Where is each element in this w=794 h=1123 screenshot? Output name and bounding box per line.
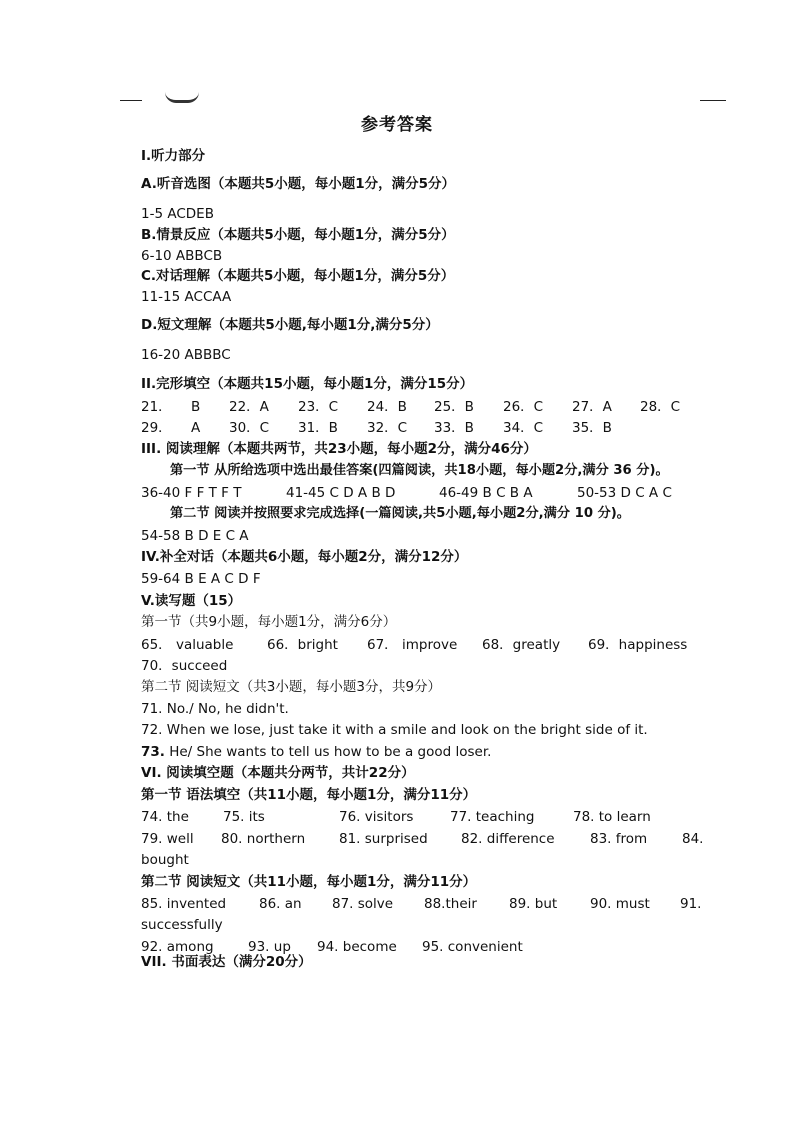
header-rule-left bbox=[120, 100, 142, 101]
answer-73-number: 73. bbox=[141, 744, 165, 760]
listening-a-answers: 1-5 ACDEB bbox=[141, 206, 214, 222]
answer-72: 72. When we lose, just take it with a smile and look on the bright side of it. bbox=[141, 722, 648, 738]
answer-item: 90. must bbox=[590, 896, 650, 912]
answer-item: 32．C bbox=[367, 420, 408, 436]
cloze-heading: II.完形填空（本题共15小题，每小题1分，满分15分） bbox=[141, 376, 474, 392]
fill-row-1 bbox=[141, 808, 711, 826]
answer-item: 33．B bbox=[434, 420, 474, 436]
answer-item: 94. become bbox=[317, 939, 397, 955]
read-write-row-2: 70．succeed bbox=[141, 658, 228, 674]
reading-section1-answers bbox=[141, 484, 711, 502]
answer-group: 50-53 D C A C bbox=[577, 485, 672, 501]
fill-row-2-continuation: bought bbox=[141, 852, 189, 868]
answer-group: 41-45 C D A B D bbox=[286, 485, 396, 501]
answer-item: 69．happiness bbox=[588, 637, 688, 653]
answer-item: 85. invented bbox=[141, 896, 227, 912]
answer-item: 65． valuable bbox=[141, 637, 234, 653]
listening-a-heading: A.听音选图（本题共5小题，每小题1分，满分5分） bbox=[141, 176, 456, 192]
answer-item: 21． bbox=[141, 399, 172, 415]
read-write-heading: V.读写题（15） bbox=[141, 593, 242, 609]
answer-73-text: He/ She wants to tell us how to be a good loser. bbox=[164, 744, 492, 760]
answer-item: 35．B bbox=[572, 420, 612, 436]
answer-item: B bbox=[191, 399, 201, 415]
answer-item: 74. the bbox=[141, 809, 189, 825]
reading-section2-answers: 54-58 B D E C A bbox=[141, 528, 249, 544]
fill-heading: VI. 阅读填空题（本题共分两节，共计22分） bbox=[141, 765, 415, 781]
answer-item: 23．C bbox=[298, 399, 339, 415]
answer-item: 91. bbox=[680, 896, 702, 912]
dialogue-answers: 59-64 B E A C D F bbox=[141, 571, 261, 587]
scan-artifact bbox=[165, 92, 199, 103]
answer-item: 86. an bbox=[259, 896, 302, 912]
answer-item: 24．B bbox=[367, 399, 407, 415]
answer-item: 77. teaching bbox=[450, 809, 535, 825]
reading-section1-heading: 第一节 从所给选项中选出最佳答案(四篇阅读，共18小题，每小题2分,满分 36 分)。 bbox=[170, 463, 669, 478]
read-write-row-1 bbox=[141, 636, 711, 654]
answer-item: 92. among bbox=[141, 939, 214, 955]
answer-group: 36-40 F F T F T bbox=[141, 485, 242, 501]
answer-item: 29． bbox=[141, 420, 172, 436]
answer-item: 31．B bbox=[298, 420, 338, 436]
fill-section2-heading: 第二节 阅读短文（共11小题，每小题1分，满分11分） bbox=[141, 874, 477, 890]
answer-item: 79. well bbox=[141, 831, 194, 847]
answer-71: 71. No./ No, he didn't. bbox=[141, 701, 289, 717]
dialogue-heading: IV.补全对话（本题共6小题，每小题2分，满分12分） bbox=[141, 549, 468, 565]
answer-item: 76. visitors bbox=[339, 809, 414, 825]
answer-item: A bbox=[191, 420, 201, 436]
answer-item: 83. from bbox=[590, 831, 648, 847]
answer-item: 28．C bbox=[640, 399, 681, 415]
cloze-row-1 bbox=[141, 398, 711, 416]
answer-item: 93. up bbox=[248, 939, 291, 955]
answer-item: 27．A bbox=[572, 399, 612, 415]
answer-item: 82. difference bbox=[461, 831, 555, 847]
listening-heading: I.听力部分 bbox=[141, 148, 206, 164]
fill-section1-heading: 第一节 语法填空（共11小题，每小题1分，满分11分） bbox=[141, 787, 477, 803]
answer-item: 81. surprised bbox=[339, 831, 428, 847]
answer-item: 95. convenient bbox=[422, 939, 523, 955]
listening-d-heading: D.短文理解（本题共5小题,每小题1分,满分5分） bbox=[141, 317, 439, 333]
answer-item: 88.their bbox=[424, 896, 477, 912]
listening-c-answers: 11-15 ACCAA bbox=[141, 289, 232, 305]
reading-section2-heading: 第二节 阅读并按照要求完成选择(一篇阅读,共5小题,每小题2分,满分 10 分)。 bbox=[170, 506, 630, 521]
answer-item: 66．bright bbox=[267, 637, 338, 653]
answer-item: 78. to learn bbox=[573, 809, 651, 825]
answer-item: 30．C bbox=[229, 420, 270, 436]
page-title: 参考答案 bbox=[361, 115, 433, 135]
answer-item: 26．C bbox=[503, 399, 544, 415]
fill-row-3 bbox=[141, 895, 711, 913]
answer-item: 67． improve bbox=[367, 637, 458, 653]
listening-b-answers: 6-10 ABBCB bbox=[141, 248, 223, 264]
fill-row-3-continuation: successfully bbox=[141, 917, 223, 933]
fill-row-2 bbox=[141, 830, 711, 848]
listening-b-heading: B.情景反应（本题共5小题，每小题1分，满分5分） bbox=[141, 227, 455, 243]
header-rule-right bbox=[700, 100, 726, 101]
read-write-section1-heading: 第一节（共9小题，每小题1分，满分6分） bbox=[141, 614, 397, 630]
answer-73 bbox=[141, 743, 491, 761]
reading-heading: III. 阅读理解（本题共两节，共23小题，每小题2分，满分46分） bbox=[141, 441, 537, 457]
answer-item: 75. its bbox=[223, 809, 265, 825]
listening-d-answers: 16-20 ABBBC bbox=[141, 347, 231, 363]
writing-heading-cutoff bbox=[141, 954, 312, 970]
answer-item: 68．greatly bbox=[482, 637, 561, 653]
answer-group: 46-49 B C B A bbox=[439, 485, 533, 501]
read-write-section2-heading: 第二节 阅读短文（共3小题，每小题3分，共9分） bbox=[141, 679, 442, 695]
cloze-row-2 bbox=[141, 419, 711, 437]
answer-item: 34．C bbox=[503, 420, 544, 436]
answer-item: 22．A bbox=[229, 399, 269, 415]
writing-heading: VII. 书面表达（满分20分） bbox=[141, 954, 312, 970]
listening-c-heading: C.对话理解（本题共5小题，每小题1分，满分5分） bbox=[141, 268, 455, 284]
answer-item: 25．B bbox=[434, 399, 474, 415]
answer-item: 80. northern bbox=[221, 831, 306, 847]
answer-item: 89. but bbox=[509, 896, 558, 912]
answer-item: 87. solve bbox=[332, 896, 394, 912]
answer-item: 84. bbox=[682, 831, 704, 847]
